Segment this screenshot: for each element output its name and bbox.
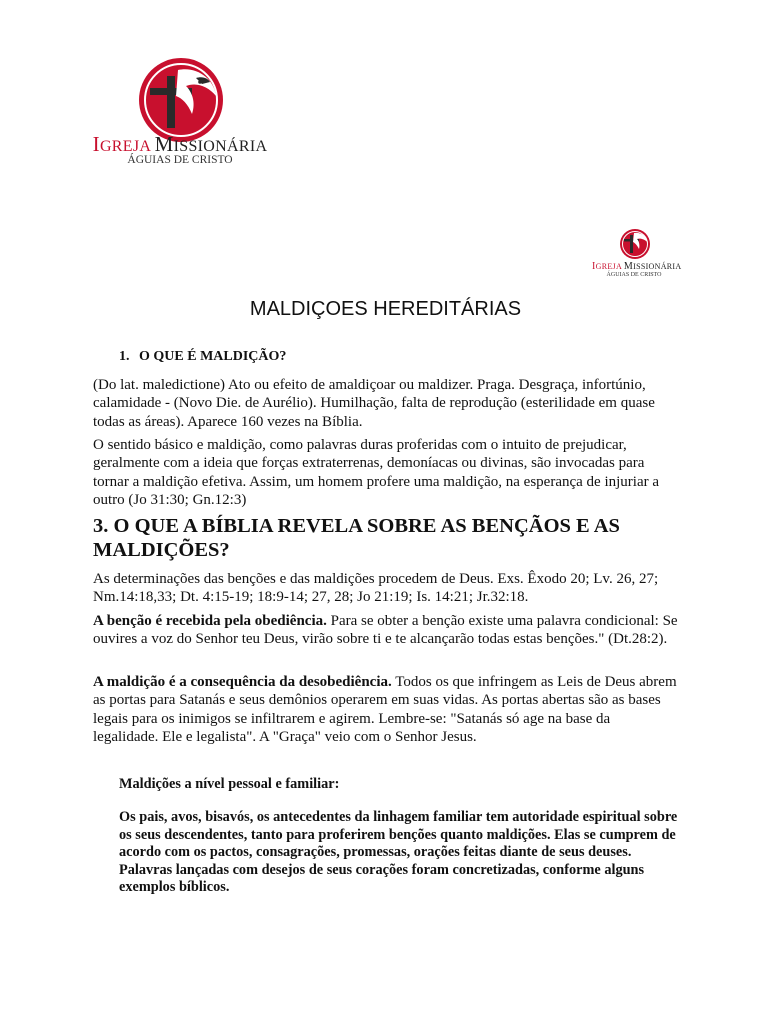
subsection-heading: Maldições a nível pessoal e familiar: xyxy=(119,776,340,792)
meaning-paragraph: O sentido básico e maldição, como palavras duras proferidas com o intuito de prejudicar, geralmente com a ideia que forças extraterrenas, demoníacas ou divinas, são invocadas para tornar a maldição efetiva. Assim, um homem profere uma maldição, na esperança de injuriar a outro (Jo 31:30; Gn.12:3) xyxy=(93,437,660,508)
section-number: 1. xyxy=(119,349,130,364)
blessing-bold-lead: A benção é recebida pela obediência. xyxy=(93,613,327,629)
brand-subtitle-small: ÁGUIAS DE CRISTO xyxy=(606,272,662,278)
section-1-heading xyxy=(119,349,286,365)
logo-small xyxy=(592,226,682,282)
brand-name-small: IGREJA MISSIONÁRIA xyxy=(592,261,682,272)
section-heading-text: O QUE É MALDIÇÃO? xyxy=(139,349,287,364)
subsection-body: Os pais, avos, bisavós, os antecedentes da linhagem familiar tem autoridade espiritual sobre os seus descendentes, tanto para proferirem benções quanto maldições. Elas se cumprem de acordo com os pactos, consagrações, promessas, orações feitas diante de seus deuses. Palavras lançadas com desejos de seus corações foram concretizadas, conforme alguns exemplos bíblicos. xyxy=(119,809,678,895)
eagle-cross-emblem-icon xyxy=(592,226,676,262)
logo-large xyxy=(92,48,268,198)
brand-subtitle: ÁGUIAS DE CRISTO xyxy=(127,154,233,166)
curse-paragraph xyxy=(93,673,678,746)
section-3-heading: 3. O QUE A BÍBLIA REVELA SOBRE AS BENÇÃOS E AS MALDIÇÕES? xyxy=(93,515,620,561)
blessing-text: Para se obter a benção existe uma palavra condicional: Se ouvires a voz do Senhor teu Deus, virão sobre ti e te alcançarão todas estas benções." (Dt.28:2). xyxy=(93,613,678,648)
brand-name: IGREJA MISSIONÁRIA xyxy=(92,132,268,156)
determinations-paragraph: As determinações das benções e das maldições procedem de Deus. Exs. Êxodo 20; Lv. 26, 27; Nm.14:18,33; Dt. 4:15-19; 18:9-14; 27, 28; Jo 21:19; Is. 14:21; Jr.32:18. xyxy=(93,571,659,606)
curse-bold-lead: A maldição é a consequência da desobediência. xyxy=(93,674,392,690)
curse-text: Todos os que infringem as Leis de Deus abrem as portas para Satanás e seus demônios operarem em suas vidas. As portas abertas são as bases legais para os inimigos se infiltrarem e agirem. Lembre-se: "Satanás só age na base da legalidade. Ele e legalista". A "Graça" veio com o Senhor Jesus. xyxy=(93,674,677,745)
page-title: MALDIÇOES HEREDITÁRIAS xyxy=(249,298,522,320)
definition-paragraph: (Do lat. maledictione) Ato ou efeito de amaldiçoar ou maldizer. Praga. Desgraça, infortúnio, calamidade - (Novo Die. de Aurélio). Humilhação, falta de reprodução (esterilidade em quase todas as áreas). Aparece 160 vezes na Bíblia. xyxy=(93,377,655,430)
blessing-paragraph xyxy=(93,612,678,649)
